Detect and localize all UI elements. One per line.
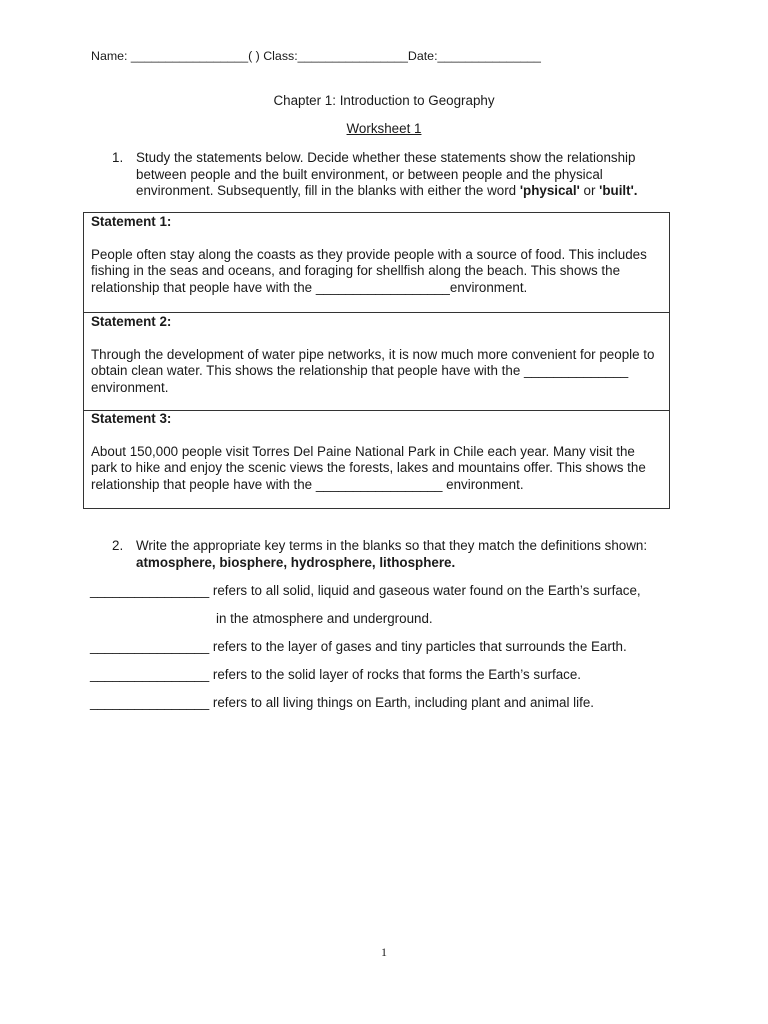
question-1-number: 1. — [112, 150, 124, 165]
question-1-text: Study the statements below. Decide whether these statements show the relationship between people and the built environment, or between people and the physical environment. Subsequently, fill in the blanks with either the word — [136, 150, 636, 198]
question-2 — [112, 538, 692, 571]
definition-4-blank[interactable]: ________________ — [90, 695, 210, 710]
question-1 — [112, 150, 672, 200]
worksheet-title-text: Worksheet 1 — [346, 121, 422, 136]
question-2-number: 2. — [112, 538, 124, 553]
definition-3-blank[interactable]: ________________ — [90, 667, 210, 682]
definition-1 — [90, 583, 641, 600]
definition-4-text: refers to all living things on Earth, including plant and animal life. — [209, 695, 594, 710]
definition-1-text: refers to all solid, liquid and gaseous water found on the Earth’s surface, — [209, 583, 641, 598]
chapter-title: Chapter 1: Introduction to Geography — [273, 93, 495, 108]
statement-3 — [84, 410, 669, 508]
statement-2-text: Through the development of water pipe networks, it is now much more convenient for people to obtain clean water. This shows the relationship that people have with the ______________ environment. — [91, 346, 655, 395]
key-terms: atmosphere, biosphere, hydrosphere, lithosphere. — [136, 554, 456, 570]
word-or: or — [579, 183, 600, 198]
definition-1-continuation: in the atmosphere and underground. — [216, 611, 433, 626]
statement-1 — [84, 213, 669, 312]
statement-3-heading: Statement 3: — [91, 411, 172, 426]
definition-4 — [90, 695, 594, 712]
word-built: 'built'. — [599, 183, 638, 198]
question-2-text: Write the appropriate key terms in the blanks so that they match the definitions shown: — [136, 538, 648, 553]
question-2-instructions — [136, 538, 692, 571]
word-physical: 'physical' — [519, 183, 580, 198]
definition-2-text: refers to the layer of gases and tiny particles that surrounds the Earth. — [209, 639, 627, 654]
definition-1-blank[interactable]: ________________ — [90, 583, 210, 598]
page-number: 1 — [381, 945, 387, 959]
definition-3-text: refers to the solid layer of rocks that forms the Earth’s surface. — [209, 667, 582, 682]
student-info-line: Name: _________________( ) Class:________________Date:_______________ — [91, 49, 541, 63]
definition-2 — [90, 639, 627, 656]
statement-3-text: About 150,000 people visit Torres Del Paine National Park in Chile each year. Many visit the park to hike and enjoy the scenic views the forests, lakes and mountains offer. This shows the relationship that people have with the _________________ environment. — [91, 443, 646, 492]
statement-2 — [84, 312, 669, 410]
definition-3 — [90, 667, 581, 684]
statements-table — [83, 212, 670, 509]
statement-1-text: People often stay along the coasts as they provide people with a source of food. This includes fishing in the seas and oceans, and foraging for shellfish along the beach. This shows the relationship that people have with the __________________environment. — [91, 246, 647, 295]
definition-2-blank[interactable]: ________________ — [90, 639, 210, 654]
statement-1-heading: Statement 1: — [91, 214, 172, 229]
statement-2-heading: Statement 2: — [91, 314, 172, 329]
question-1-instructions — [136, 150, 672, 200]
worksheet-title — [0, 121, 768, 138]
